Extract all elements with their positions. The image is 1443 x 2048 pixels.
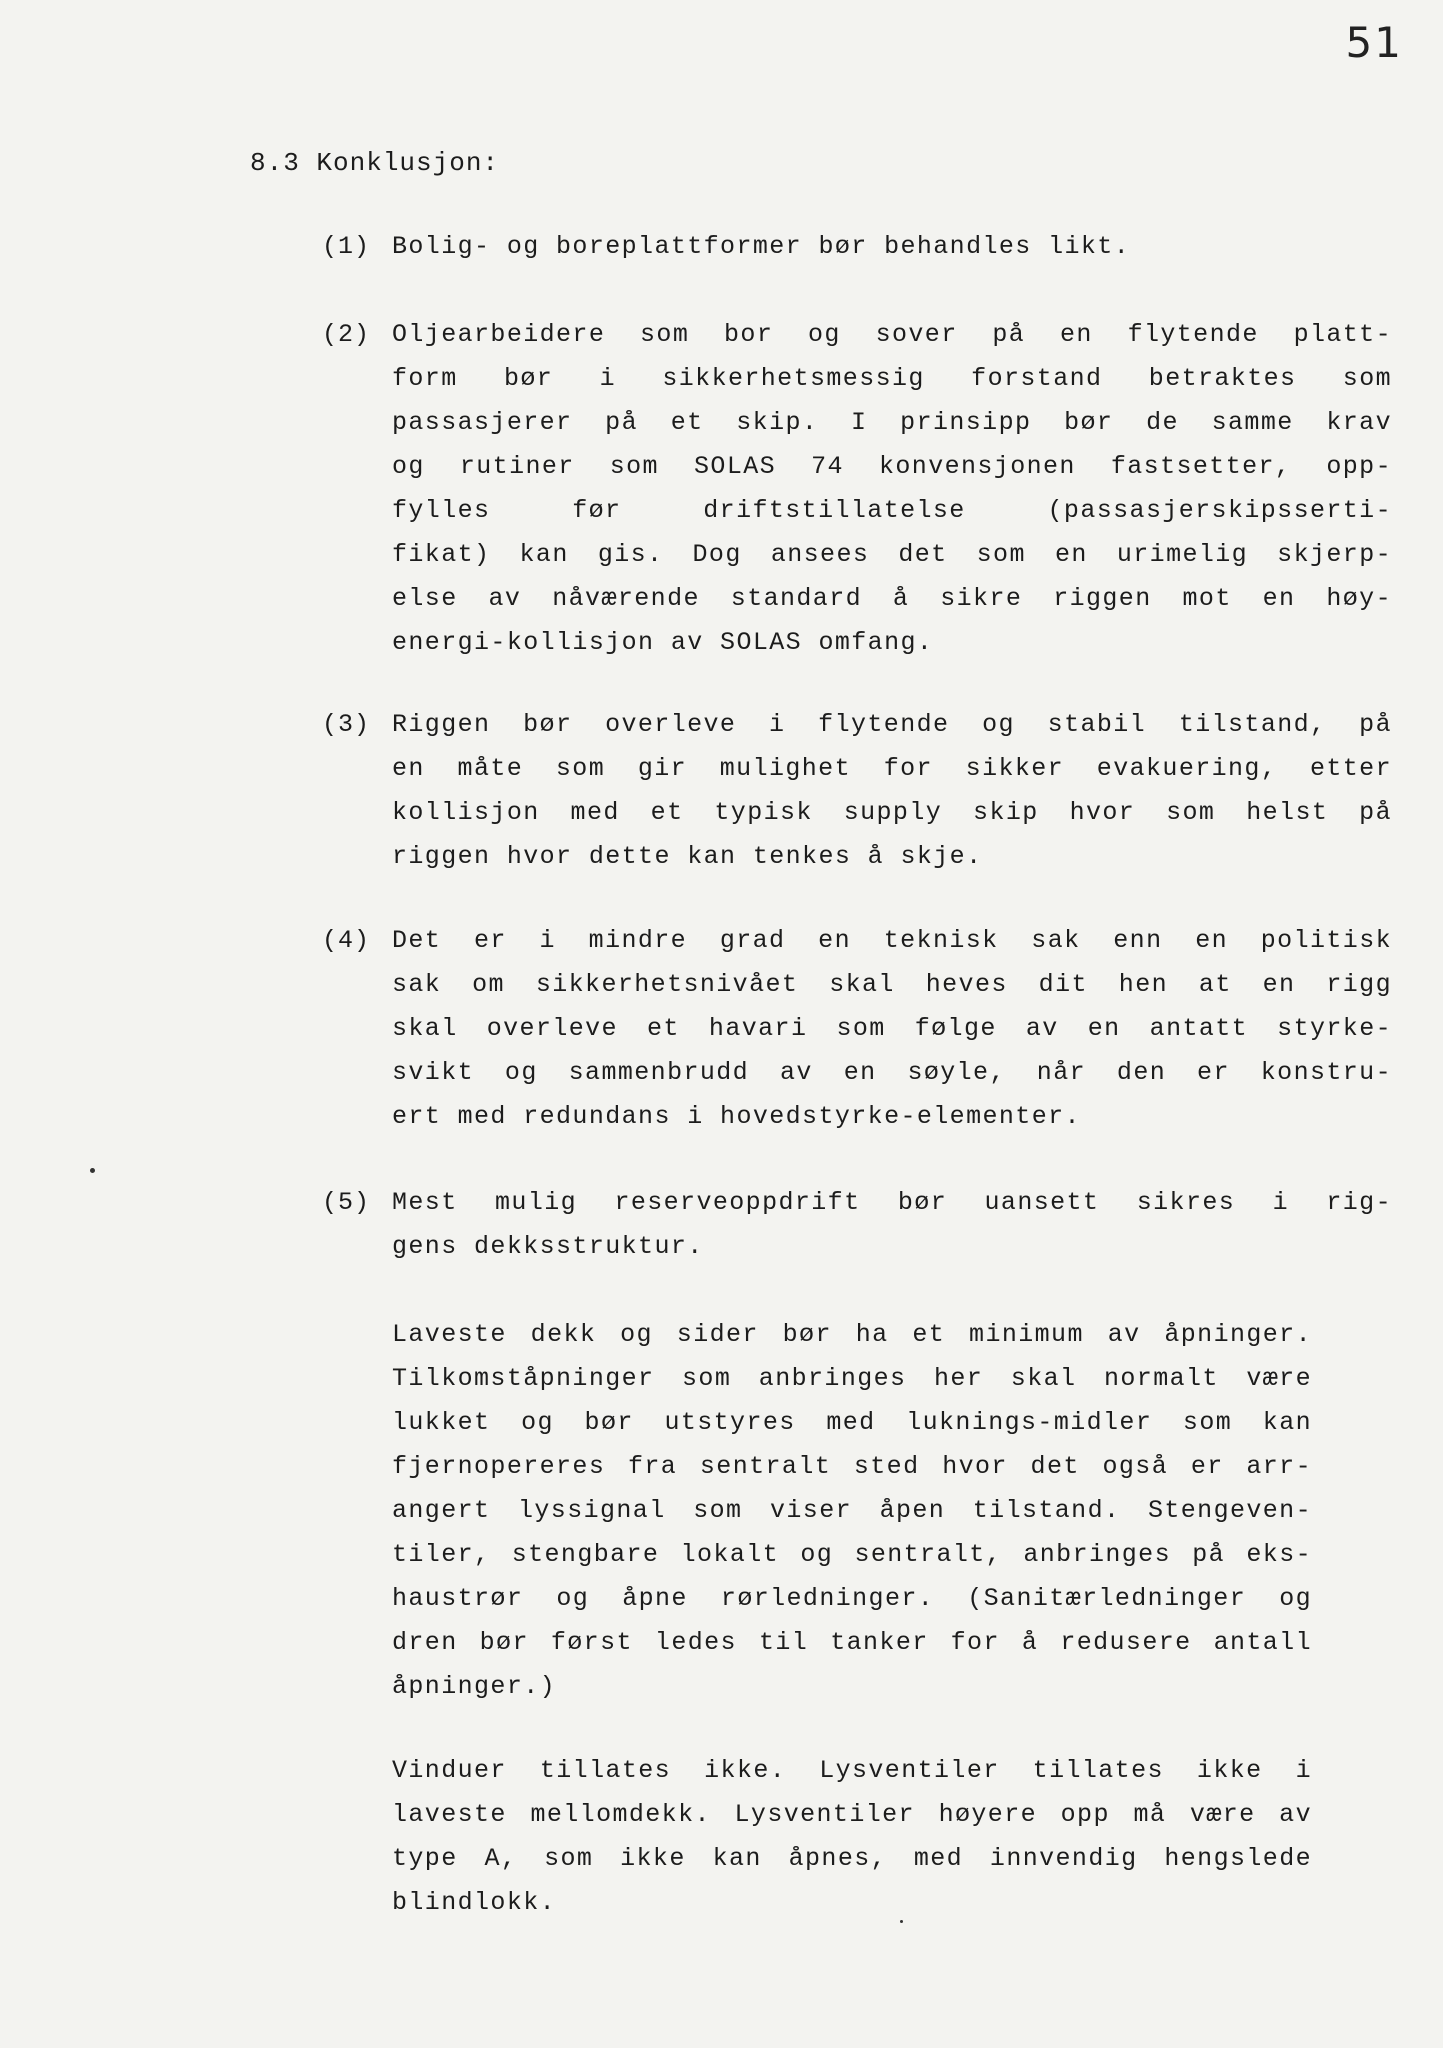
text-line: Vinduer tillates ikke. Lysventiler tillates ikke i xyxy=(392,1756,1312,1785)
text-line: fikat) kan gis. Dog ansees det som en urimelig skjerp- xyxy=(392,540,1392,569)
text-line: type A, som ikke kan åpnes, med innvendig hengslede xyxy=(392,1844,1312,1873)
text-line: Tilkomståpninger som anbringes her skal normalt være xyxy=(392,1364,1312,1393)
text-line: kollisjon med et typisk supply skip hvor som helst på xyxy=(392,798,1392,827)
page-number: 51 xyxy=(1345,18,1403,67)
item-number: (5) xyxy=(322,1188,371,1217)
text-line: angert lyssignal som viser åpen tilstand. Stengeven- xyxy=(392,1496,1312,1525)
item-number: (4) xyxy=(322,926,371,955)
scan-speck xyxy=(90,1168,95,1173)
item-number: (2) xyxy=(322,320,371,349)
text-line: en måte som gir mulighet for sikker evakuering, etter xyxy=(392,754,1392,783)
text-line: tiler, stengbare lokalt og sentralt, anbringes på eks- xyxy=(392,1540,1312,1569)
text-line: fylles før driftstillatelse (passasjerskipsserti- xyxy=(392,496,1392,525)
text-line: haustrør og åpne rørledninger. (Sanitærledninger og xyxy=(392,1584,1312,1613)
text-line: lukket og bør utstyres med luknings-midler som kan xyxy=(392,1408,1312,1437)
text-line: laveste mellomdekk. Lysventiler høyere opp må være av xyxy=(392,1800,1312,1829)
text-line: Bolig- og boreplattformer bør behandles likt. xyxy=(392,232,1131,261)
item-number: (3) xyxy=(322,710,371,739)
item-number: (1) xyxy=(322,232,371,261)
section-heading: 8.3 Konklusjon: xyxy=(250,148,500,178)
text-line: Riggen bør overleve i flytende og stabil tilstand, på xyxy=(392,710,1392,739)
text-line: Mest mulig reserveoppdrift bør uansett sikres i rig- xyxy=(392,1188,1392,1217)
text-line: skal overleve et havari som følge av en antatt styrke- xyxy=(392,1014,1392,1043)
text-line: passasjerer på et skip. I prinsipp bør de samme krav xyxy=(392,408,1392,437)
text-line: og rutiner som SOLAS 74 konvensjonen fastsetter, opp- xyxy=(392,452,1392,481)
text-line: energi-kollisjon av SOLAS omfang. xyxy=(392,628,934,657)
text-line: gens dekksstruktur. xyxy=(392,1232,704,1261)
text-line: Det er i mindre grad en teknisk sak enn en politisk xyxy=(392,926,1392,955)
text-line: fjernopereres fra sentralt sted hvor det også er arr- xyxy=(392,1452,1312,1481)
text-line: svikt og sammenbrudd av en søyle, når den er konstru- xyxy=(392,1058,1392,1087)
text-line: blindlokk. xyxy=(392,1888,557,1917)
text-line: ert med redundans i hovedstyrke-elementer. xyxy=(392,1102,1081,1131)
text-line: sak om sikkerhetsnivået skal heves dit hen at en rigg xyxy=(392,970,1392,999)
text-line: dren bør først ledes til tanker for å redusere antall xyxy=(392,1628,1312,1657)
scan-speck xyxy=(900,1920,903,1923)
text-line: Laveste dekk og sider bør ha et minimum av åpninger. xyxy=(392,1320,1312,1349)
text-line: Oljearbeidere som bor og sover på en flytende platt- xyxy=(392,320,1392,349)
text-line: form bør i sikkerhetsmessig forstand betraktes som xyxy=(392,364,1392,393)
text-line: else av nåværende standard å sikre riggen mot en høy- xyxy=(392,584,1392,613)
text-line: åpninger.) xyxy=(392,1672,557,1701)
text-line: riggen hvor dette kan tenkes å skje. xyxy=(392,842,983,871)
